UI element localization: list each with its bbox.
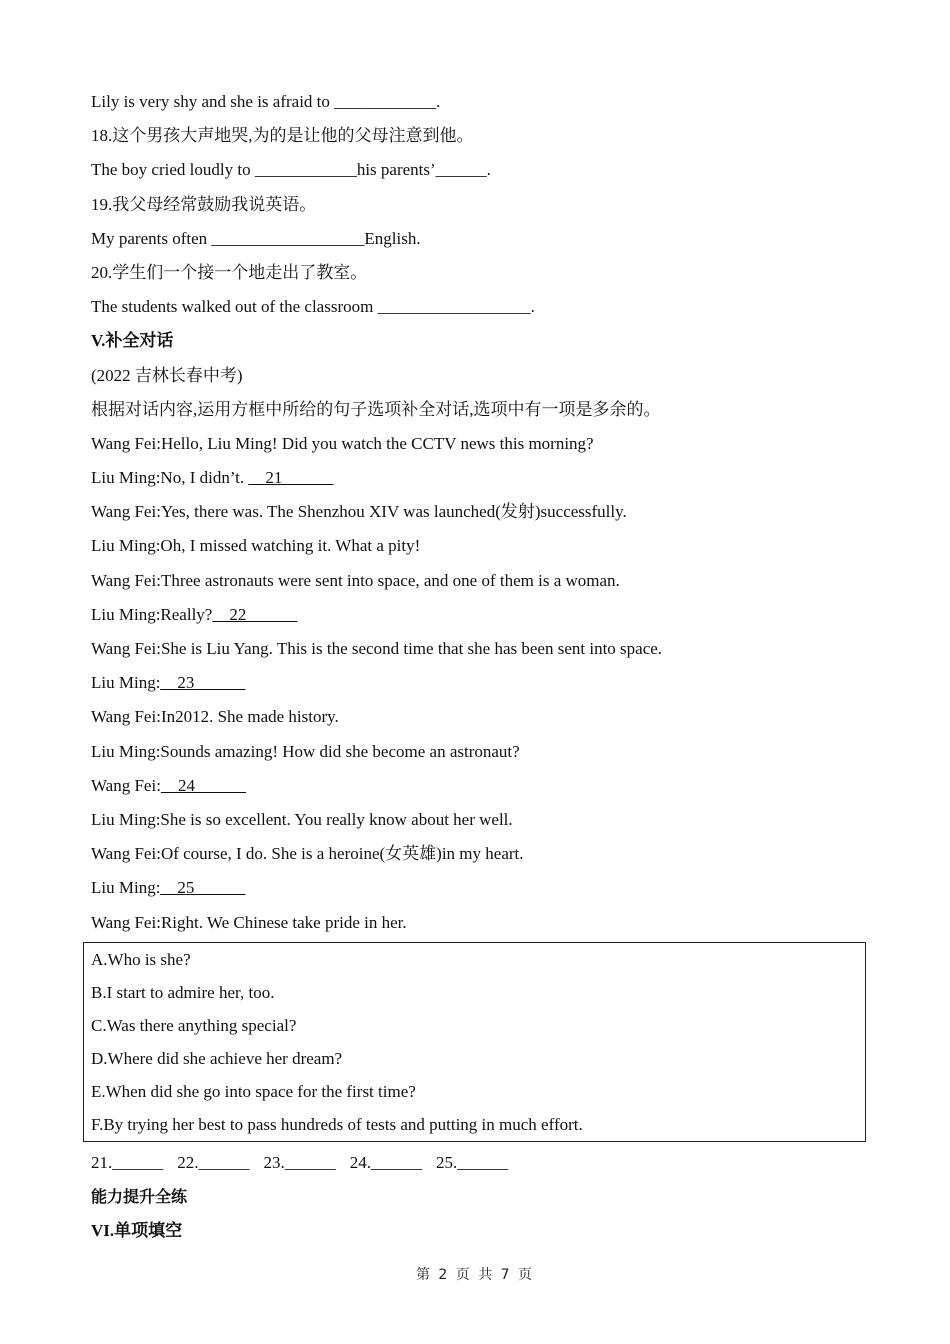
text-line: Lily is very shy and she is afraid to ____________. <box>91 92 441 111</box>
document-body <box>91 85 871 1248</box>
utterance: Really? <box>160 604 213 624</box>
text-line: 18.这个男孩大声地哭,为的是让他的父母注意到他。 <box>91 126 474 146</box>
utterance: Right. We Chinese take pride in her. <box>160 912 407 932</box>
section-title-ability: 能力提升全练 <box>91 1186 188 1206</box>
speaker: Liu Ming: <box>91 673 161 693</box>
speaker: Liu Ming: <box>91 468 161 488</box>
dialogue-blank: __22______ <box>212 604 298 624</box>
dialogue-line <box>91 803 871 837</box>
speaker: Wang Fei: <box>91 502 161 522</box>
section-title-vi: VI.单项填空 <box>91 1221 183 1241</box>
dialogue-line <box>91 461 871 495</box>
page-footer: 第 2 页 共 7 页 <box>415 1267 535 1283</box>
option-item: B.I start to admire her, too. <box>91 982 275 1002</box>
dialogue-line <box>91 495 871 529</box>
dialogue-line <box>91 529 871 563</box>
speaker: Wang Fei: <box>91 844 161 864</box>
dialogue-line <box>91 598 871 632</box>
utterance: Hello, Liu Ming! Did you watch the CCTV news this morning? <box>160 433 594 453</box>
option-item: E.When did she go into space for the first time? <box>91 1081 416 1101</box>
speaker: Wang Fei: <box>91 639 161 658</box>
utterance: Sounds amazing! How did she become an astronaut? <box>160 741 520 761</box>
dialogue-line <box>91 735 871 769</box>
option-item: A.Who is she? <box>91 949 191 969</box>
dialogue-line <box>91 769 871 803</box>
speaker: Liu Ming: <box>91 604 161 624</box>
answer-blanks <box>91 1146 871 1180</box>
options-box <box>83 942 866 1142</box>
dialogue-line <box>91 427 871 461</box>
speaker: Wang Fei: <box>91 912 161 932</box>
answer-blank: 24.______ <box>349 1152 422 1172</box>
text-line: The students walked out of the classroom __________________. <box>91 297 535 317</box>
dialogue-line <box>91 906 871 940</box>
dialogue <box>91 427 871 940</box>
option-item: C.Was there anything special? <box>91 1015 297 1035</box>
utterance: No, I didn’t. <box>160 468 249 488</box>
text-line: My parents often __________________English. <box>91 228 421 248</box>
speaker: Liu Ming: <box>91 536 161 556</box>
speaker: Liu Ming: <box>91 809 161 829</box>
dialogue-line <box>91 700 871 734</box>
question-lines <box>91 85 871 427</box>
utterance: Yes, there was. The Shenzhou XIV was launched(发射)successfully. <box>160 502 627 522</box>
option-item: D.Where did she achieve her dream? <box>91 1048 343 1068</box>
speaker: Liu Ming: <box>91 878 161 898</box>
answer-blank: 21.______ <box>91 1152 164 1172</box>
speaker: Wang Fei: <box>91 707 161 727</box>
dialogue-line <box>91 837 871 871</box>
speaker: Liu Ming: <box>91 741 161 761</box>
utterance: Three astronauts were sent into space, and one of them is a woman. <box>160 570 620 590</box>
section-heading: V.补全对话 <box>91 331 174 351</box>
dialogue-blank: __23______ <box>160 673 246 693</box>
dialogue-blank: __21______ <box>248 468 334 488</box>
answer-blank: 22.______ <box>177 1152 250 1172</box>
speaker: Wang Fei: <box>91 433 161 453</box>
option-item: F.By trying her best to pass hundreds of tests and putting in much effort. <box>91 1114 583 1134</box>
dialogue-line <box>91 632 871 666</box>
answer-blank: 23.______ <box>263 1152 336 1172</box>
dialogue-blank: __25______ <box>160 878 246 898</box>
speaker: Wang Fei: <box>91 775 161 795</box>
utterance: She is Liu Yang. This is the second time that she has been sent into space. <box>160 639 663 658</box>
speaker: Wang Fei: <box>91 570 161 590</box>
dialogue-blank: __24______ <box>160 775 246 795</box>
text-line: (2022 吉林长春中考) <box>91 365 243 385</box>
text-line: 20.学生们一个接一个地走出了教室。 <box>91 262 368 282</box>
dialogue-line <box>91 666 871 700</box>
utterance: In2012. She made history. <box>160 707 339 727</box>
utterance: Of course, I do. She is a heroine(女英雄)in my heart. <box>160 844 524 864</box>
answer-blank: 25.______ <box>436 1152 509 1172</box>
dialogue-line <box>91 871 871 905</box>
utterance: Oh, I missed watching it. What a pity! <box>160 536 421 556</box>
text-line: 19.我父母经常鼓励我说英语。 <box>91 194 317 214</box>
utterance: She is so excellent. You really know about her well. <box>160 809 513 829</box>
text-line: The boy cried loudly to ____________his parents’______. <box>91 160 491 180</box>
dialogue-line <box>91 564 871 598</box>
text-line: 根据对话内容,运用方框中所给的句子选项补全对话,选项中有一项是多余的。 <box>91 399 661 419</box>
